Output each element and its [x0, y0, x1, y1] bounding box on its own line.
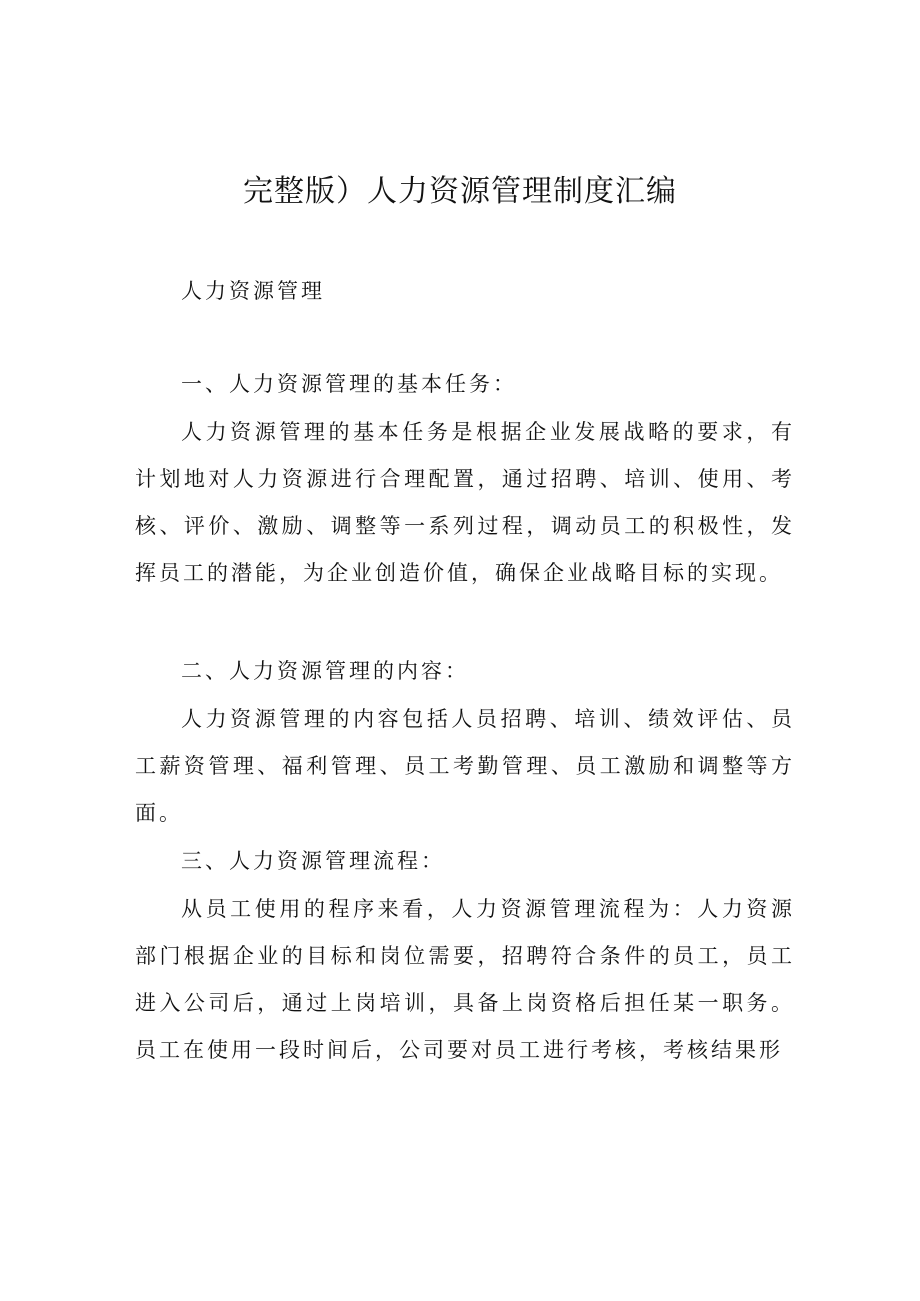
- section-3-body: 从员工使用的程序来看，人力资源管理流程为：人力资源部门根据企业的目标和岗位需要，招聘符合条件的员工，员工进入公司后，通过上岗培训，具备上岗资格后担任某一职务。员工在使用一段时间后，公司要对员工进行考核，考核结果形: [135, 897, 795, 1062]
- document-subtitle: 人力资源管理: [181, 279, 325, 303]
- section-1-heading: 一、人力资源管理的基本任务：: [181, 372, 517, 396]
- section-3-heading: 三、人力资源管理流程：: [181, 849, 445, 873]
- section-2-heading: 二、人力资源管理的内容：: [181, 659, 469, 683]
- section-2-body: 人力资源管理的内容包括人员招聘、培训、绩效评估、员工薪资管理、福利管理、员工考勤管理、员工激励和调整等方面。: [135, 707, 795, 825]
- section-1-body: 人力资源管理的基本任务是根据企业发展战略的要求，有计划地对人力资源进行合理配置，通过招聘、培训、使用、考核、评价、激励、调整等一系列过程，调动员工的积极性，发挥员工的潜能，为企业创造价值，确保企业战略目标的实现。: [135, 420, 795, 585]
- document-title: 完整版）人力资源管理制度汇编: [243, 174, 677, 209]
